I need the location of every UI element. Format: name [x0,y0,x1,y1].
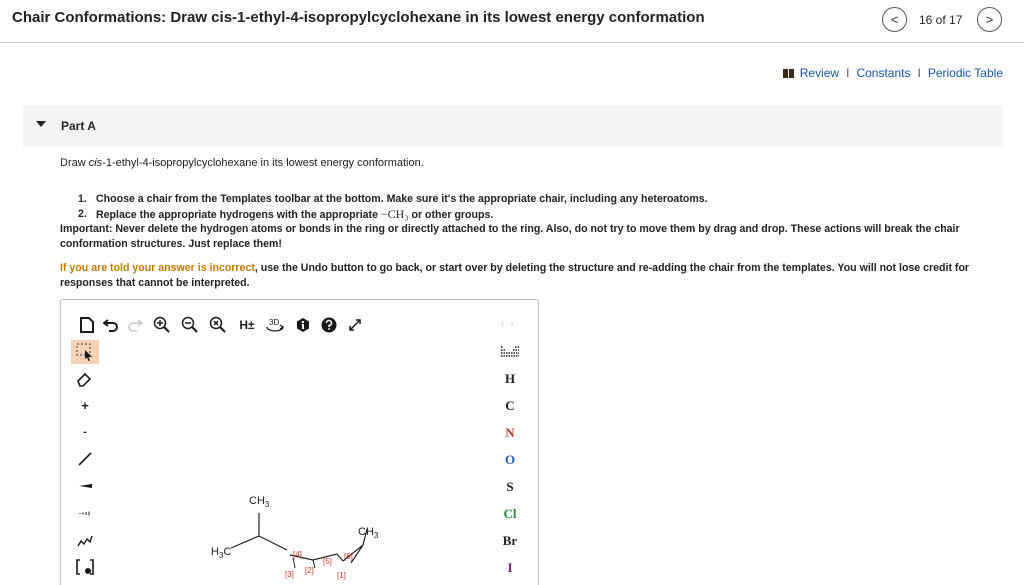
expand-icon[interactable] [345,314,365,336]
editor-left-toolbar [71,340,99,585]
page-title: Chair Conformations: Draw cis-1-ethyl-4-isopropylcyclohexane in its lowest energy conformation [12,9,705,26]
atom-index: [2] [305,566,314,575]
atom-index: [4] [293,550,302,559]
constants-link[interactable]: Constants [856,66,911,80]
atom-index: [1] [337,571,346,580]
top-bar [0,0,1024,43]
molecule-bonds [105,340,491,585]
periodic-table-link[interactable]: Periodic Table [927,66,1003,80]
resource-links [783,66,1003,80]
collapse-caret-icon[interactable] [36,121,46,127]
single-bond-tool-icon[interactable] [71,447,99,471]
important-note: Important: Never delete the hydrogen atoms or bonds in the ring or directly attached to the ring. Also, do not try to move them by drag and drop. These actions will break the chair conformation structures. Just replace them! [60,223,960,250]
element-toolbar [495,340,525,585]
element-h-button[interactable]: H [504,371,516,386]
element-o-button[interactable]: O [504,452,516,467]
atom-index: [6] [344,552,353,561]
part-label: Part A [61,119,96,133]
bracket-tool-icon[interactable] [71,555,99,579]
hash-bond-tool-icon[interactable] [71,501,99,525]
methyl-left-label[interactable]: $H_3C$ [211,546,232,561]
3d-view-icon[interactable] [263,314,287,336]
item-pager: 16 of 17 [919,13,963,27]
element-i-button[interactable]: I [507,560,513,575]
zoom-out-icon[interactable] [179,314,201,336]
element-n-button[interactable]: N [505,425,515,440]
editor-top-toolbar [71,314,511,336]
element-s-button[interactable]: S [506,479,514,494]
redo-icon[interactable] [125,314,145,336]
hydrogen-toggle-button[interactable]: H± [239,318,255,332]
charge-plus-tool[interactable]: + [81,397,89,413]
help-icon[interactable] [319,314,339,336]
toolbar-scroll-arrows[interactable]: ‹ › [501,318,516,328]
periodic-table-icon[interactable] [495,340,525,364]
info-icon[interactable] [293,314,313,336]
instructions [60,192,995,251]
chain-tool-icon[interactable] [71,528,99,552]
element-cl-button[interactable]: Cl [503,506,517,521]
drawing-canvas[interactable] [105,340,491,585]
prompt-text: Draw [60,157,89,169]
element-br-button[interactable]: Br [502,533,518,548]
methyl-top-label[interactable]: $CH_3$ [249,495,270,510]
zoom-in-icon[interactable] [151,314,173,336]
selection-tool-icon[interactable] [71,340,99,364]
prompt-text: -1-ethyl-4-isopropylcyclohexane in its lowest energy conformation. [102,157,424,169]
structure-editor [60,299,539,585]
charge-minus-tool[interactable]: - [83,426,87,438]
wedge-bond-tool-icon[interactable] [71,474,99,498]
book-icon [783,69,794,78]
undo-warning: If you are told your answer is incorrect, use the Undo button to go back, or start over by deleting the structure and re-adding the chair from the templates. You will not lose credit for responses that cannot be interpreted. [60,262,970,289]
atom-index: [3] [285,570,294,579]
review-link[interactable]: Review [799,66,840,80]
previous-item-button[interactable]: < [882,7,907,32]
undo-icon[interactable] [101,314,121,336]
atom-index: [5] [323,557,332,566]
instruction-step: 1. Choose a chair from the Templates toolbar at the bottom. Make sure it's the appropriate chair, including any heteroatoms. [78,193,708,205]
3d-label: 3D [269,318,280,327]
zoom-reset-icon[interactable] [207,314,229,336]
element-c-button[interactable]: C [505,398,515,413]
link-separator: I [917,66,921,80]
next-item-button[interactable]: > [977,7,1002,32]
new-document-icon[interactable] [77,314,97,336]
part-a-header[interactable] [23,105,1003,147]
methyl-right-label[interactable]: $CH_3$ [358,526,379,541]
prompt-italic: cis [88,157,103,169]
instruction-step: 2. Replace the appropriate hydrogens with the appropriate −CH₃ or other groups. [78,206,494,221]
question-prompt [60,157,424,169]
eraser-tool-icon[interactable] [71,367,99,391]
link-separator: I [846,66,850,80]
